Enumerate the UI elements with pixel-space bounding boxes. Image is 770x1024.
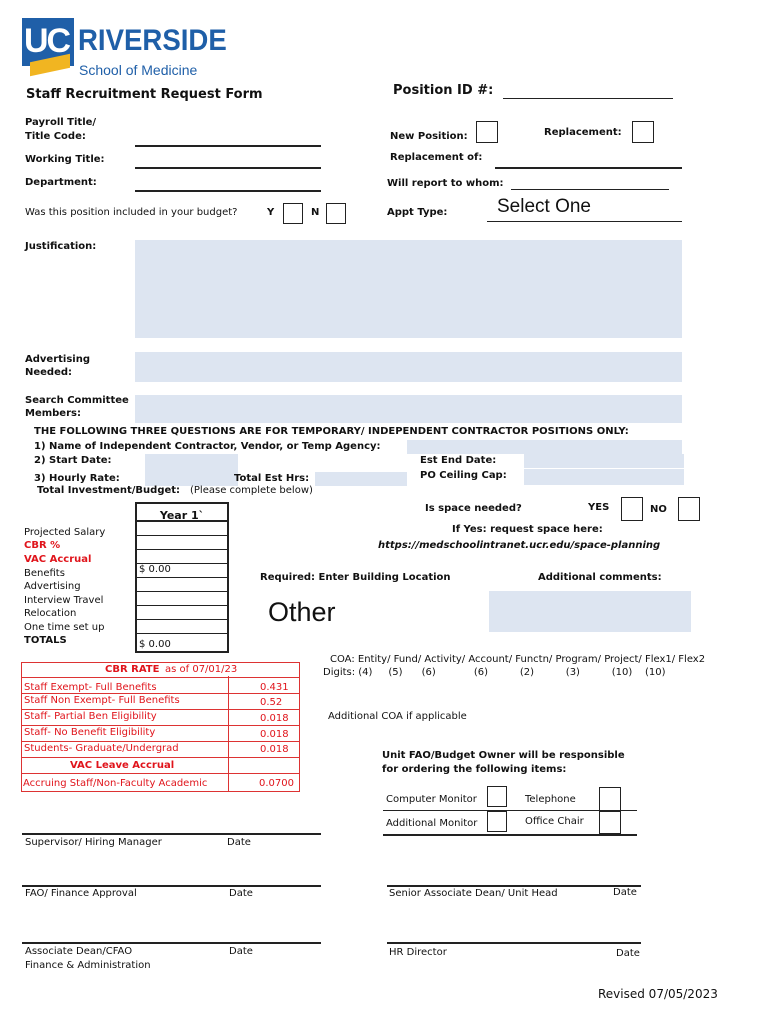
cbr-row: Students- Graduate/Undergrad 0.018	[22, 742, 300, 758]
replacement-label: Replacement:	[544, 127, 622, 138]
senior-dean-label: Senior Associate Dean/ Unit Head	[389, 888, 558, 899]
vac-row: Accruing Staff/Non-Faculty Academic 0.0700	[23, 778, 294, 789]
telephone-label: Telephone	[525, 794, 576, 805]
department-label: Department:	[25, 177, 97, 188]
fao-items-bottom	[383, 834, 637, 836]
temp-heading: THE FOLLOWING THREE QUESTIONS ARE FOR TEMPORARY/ INDEPENDENT CONTRACTOR POSITIONS ONLY:	[34, 426, 629, 437]
space-yes-label: YES	[588, 502, 610, 513]
cbr-row: Staff Non Exempt- Full Benefits 0.52	[22, 694, 300, 710]
space-if-yes: If Yes: request space here:	[452, 524, 603, 535]
additional-monitor-label: Additional Monitor	[386, 818, 478, 829]
budget-cell[interactable]	[137, 550, 227, 564]
title-code-label: Title Code:	[25, 131, 86, 142]
additional-monitor-checkbox[interactable]	[487, 811, 507, 832]
appt-type-underline	[487, 221, 682, 222]
position-id-line[interactable]	[503, 98, 673, 99]
cbr-header: CBR RATE as of 07/01/23	[22, 663, 299, 678]
advertising-field[interactable]	[135, 352, 682, 382]
space-planning-link[interactable]: https://medschoolintranet.ucr.edu/space-planning	[378, 540, 661, 551]
est-end-field[interactable]	[524, 454, 684, 468]
temp-q2: 2) Start Date:	[34, 455, 112, 466]
office-chair-label: Office Chair	[525, 816, 584, 827]
hr-director-date-label: Date	[616, 948, 640, 959]
new-position-checkbox[interactable]	[476, 121, 498, 143]
fao-finance-label: FAO/ Finance Approval	[25, 888, 137, 899]
temp-q1: 1) Name of Independent Contractor, Vendor, or Temp Agency:	[34, 441, 381, 452]
coa-line-2: Digits: (4) (5) (6) (6) (2) (3) (10) (10)	[323, 667, 666, 678]
budget-row-label-5: Interview Travel	[24, 595, 104, 606]
senior-dean-signature-line[interactable]	[387, 885, 641, 887]
assoc-dean-label-1: Associate Dean/CFAO	[25, 946, 133, 957]
est-end-label: Est End Date:	[420, 455, 497, 466]
fao-note-1: Unit FAO/Budget Owner will be responsible	[382, 750, 625, 761]
ucr-logo	[22, 18, 227, 82]
cbr-row: Staff- No Benefit Eligibility 0.018	[22, 726, 300, 742]
logo-school-text: School of Medicine	[79, 62, 198, 78]
revised-date: Revised 07/05/2023	[598, 987, 718, 1001]
telephone-checkbox[interactable]	[599, 787, 621, 811]
position-id-label: Position ID #:	[393, 83, 494, 98]
hr-director-label: HR Director	[389, 947, 447, 958]
building-location-label: Required: Enter Building Location	[260, 572, 451, 583]
budget-yes-label: Y	[267, 207, 275, 218]
new-position-label: New Position:	[390, 131, 468, 142]
logo-riverside-text: RIVERSIDE	[78, 24, 227, 57]
budget-row-label-0: Projected Salary	[24, 527, 106, 538]
budget-year-header: Year 1`	[137, 504, 227, 522]
logo-uc-text: UC	[24, 22, 70, 60]
assoc-dean-signature-line[interactable]	[22, 942, 321, 944]
search-committee-label-1: Search Committee	[25, 395, 129, 406]
budget-row-label-7: One time set up	[24, 622, 105, 633]
po-ceiling-field[interactable]	[524, 469, 684, 485]
form-title: Staff Recruitment Request Form	[26, 87, 263, 102]
senior-dean-date-label: Date	[613, 887, 637, 898]
total-est-field[interactable]	[315, 472, 407, 486]
budget-cell-benefits[interactable]: $ 0.00	[137, 564, 227, 578]
space-yes-checkbox[interactable]	[621, 497, 643, 521]
budget-yes-checkbox[interactable]	[283, 203, 303, 224]
computer-monitor-checkbox[interactable]	[487, 786, 507, 807]
total-investment-label: Total Investment/Budget:	[37, 485, 181, 496]
vac-header: VAC Leave Accrual	[22, 758, 300, 774]
will-report-label: Will report to whom:	[387, 178, 504, 189]
supervisor-label: Supervisor/ Hiring Manager	[25, 837, 162, 848]
budget-cell[interactable]	[137, 536, 227, 550]
budget-cell[interactable]	[137, 522, 227, 536]
justification-field[interactable]	[135, 240, 682, 338]
budget-table	[135, 502, 229, 653]
additional-coa-label: Additional COA if applicable	[328, 711, 467, 722]
supervisor-date-label: Date	[227, 837, 251, 848]
space-question: Is space needed?	[425, 503, 522, 514]
budget-no-checkbox[interactable]	[326, 203, 346, 224]
title-code-field[interactable]	[135, 145, 321, 147]
budget-row-label-8: TOTALS	[24, 635, 67, 646]
budget-row-label-2: VAC Accrual	[24, 554, 92, 565]
budget-question: Was this position included in your budget?	[25, 207, 238, 218]
appt-type-label: Appt Type:	[387, 207, 448, 218]
search-committee-field[interactable]	[135, 395, 682, 423]
space-no-label: NO	[650, 504, 667, 515]
cbr-row: Staff Exempt- Full Benefits 0.431	[22, 678, 300, 694]
contractor-name-field[interactable]	[407, 440, 682, 454]
office-chair-checkbox[interactable]	[599, 811, 621, 834]
working-title-field[interactable]	[135, 167, 321, 169]
fao-finance-date-label: Date	[229, 888, 253, 899]
will-report-field[interactable]	[511, 189, 669, 190]
budget-cell[interactable]	[137, 620, 227, 634]
supervisor-signature-line[interactable]	[22, 833, 321, 835]
hr-director-signature-line[interactable]	[387, 942, 641, 944]
assoc-dean-date-label: Date	[229, 946, 253, 957]
advertising-label-1: Advertising	[25, 354, 90, 365]
start-date-field[interactable]	[145, 454, 238, 486]
assoc-dean-label-2: Finance & Administration	[25, 960, 151, 971]
space-no-checkbox[interactable]	[678, 497, 700, 521]
working-title-label: Working Title:	[25, 154, 105, 165]
cbr-row: Staff- Partial Ben Eligibility 0.018	[22, 710, 300, 726]
additional-comments-field[interactable]	[489, 591, 691, 632]
search-committee-label-2: Members:	[25, 408, 81, 419]
department-field[interactable]	[135, 190, 321, 192]
replacement-of-label: Replacement of:	[390, 152, 483, 163]
budget-row-label-6: Relocation	[24, 608, 77, 619]
budget-row-label-1: CBR %	[24, 540, 61, 551]
computer-monitor-label: Computer Monitor	[386, 794, 477, 805]
budget-no-label: N	[311, 207, 320, 218]
please-complete-note: (Please complete below)	[190, 485, 313, 496]
budget-cell[interactable]	[137, 578, 227, 592]
total-est-label: Total Est Hrs:	[234, 473, 310, 484]
po-ceiling-label: PO Ceiling Cap:	[420, 470, 507, 481]
budget-cell[interactable]	[137, 592, 227, 606]
temp-q3: 3) Hourly Rate:	[34, 473, 120, 484]
replacement-checkbox[interactable]	[632, 121, 654, 143]
appt-type-select[interactable]: Select One	[497, 196, 591, 217]
budget-row-label-3: Benefits	[24, 568, 65, 579]
budget-cell-totals[interactable]: $ 0.00	[139, 639, 171, 650]
budget-row-label-4: Advertising	[24, 581, 81, 592]
justification-label: Justification:	[25, 241, 97, 252]
coa-line-1: COA: Entity/ Fund/ Activity/ Account/ Functn/ Program/ Project/ Flex1/ Flex2	[330, 654, 706, 665]
advertising-label-2: Needed:	[25, 367, 73, 378]
additional-comments-label: Additional comments:	[538, 572, 662, 583]
payroll-title-label: Payroll Title/	[25, 117, 97, 128]
building-location-value[interactable]: Other	[268, 597, 336, 627]
fao-note-2: for ordering the following items:	[382, 764, 567, 775]
fao-finance-signature-line[interactable]	[22, 885, 321, 887]
budget-cell[interactable]	[137, 606, 227, 620]
replacement-of-field[interactable]	[495, 167, 682, 169]
